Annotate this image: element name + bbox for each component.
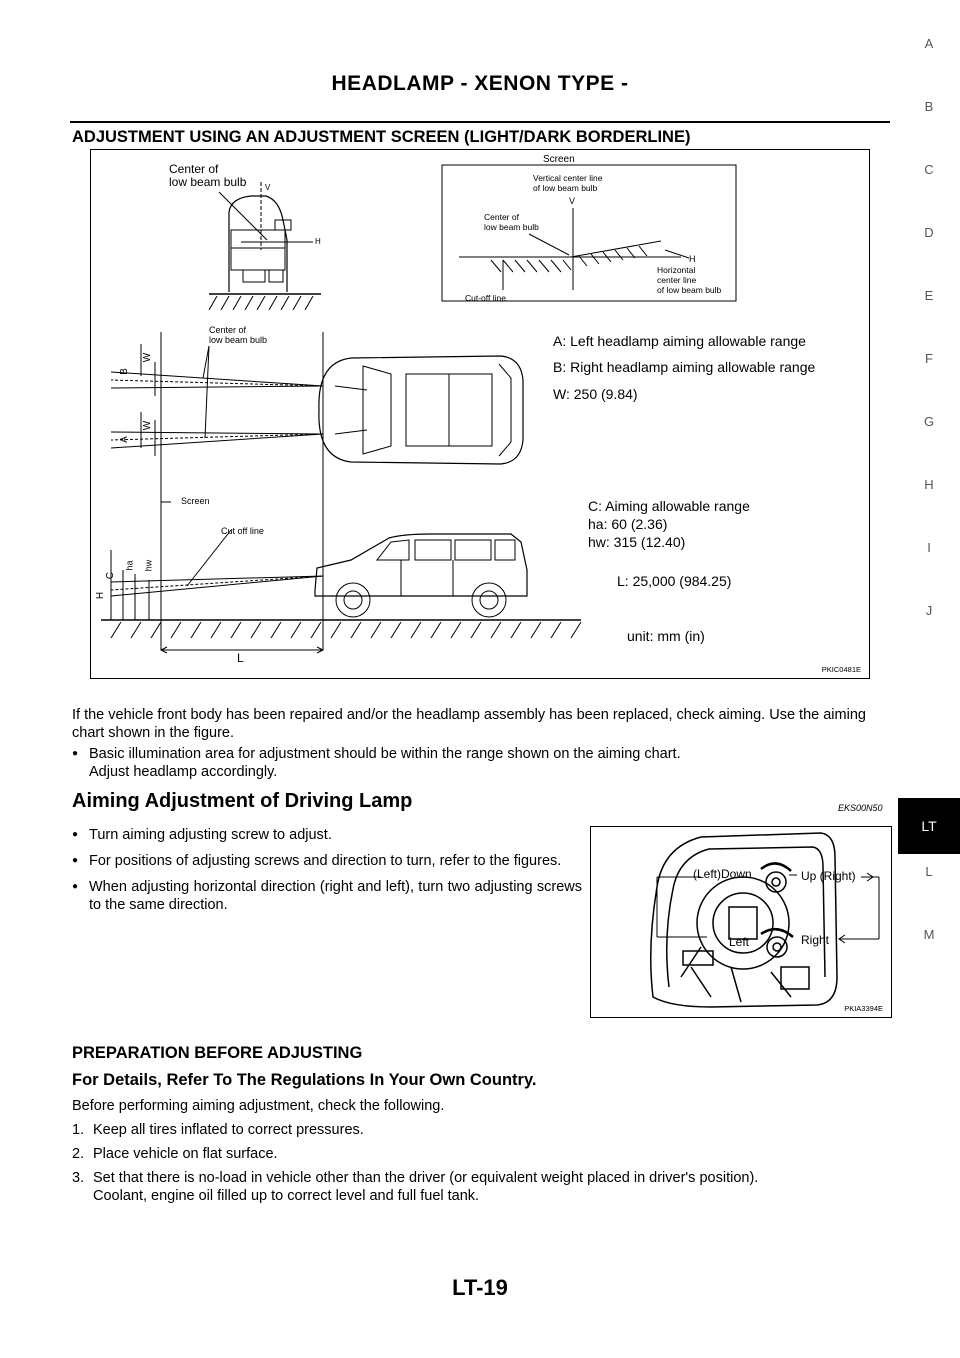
section-title-preparation: PREPARATION BEFORE ADJUSTING <box>72 1044 363 1062</box>
sidebar-item-f[interactable]: F <box>925 351 933 366</box>
aiming-chart-drawing <box>91 150 869 678</box>
intro-paragraph: If the vehicle front body has been repaired and/or the headlamp assembly has been replaced, check aiming. Use the aiming chart shown in the figure. <box>72 707 866 741</box>
figure-code: PKIA3394E <box>844 1004 883 1013</box>
label-left: Left <box>729 935 750 949</box>
section-title-driving-lamp: Aiming Adjustment of Driving Lamp <box>72 790 413 812</box>
sidebar-item-c[interactable]: C <box>924 162 934 177</box>
bullet-item: ● When adjusting horizontal direction (right and left), turn two adjusting screws to the same direction. <box>72 878 582 914</box>
legend-a: A: Left headlamp aiming allowable range <box>553 333 806 349</box>
sidebar-item-d[interactable]: D <box>924 225 934 240</box>
label-up-right: Up (Right) <box>801 869 856 883</box>
bullet-item: ● For positions of adjusting screws and direction to turn, refer to the figures. <box>72 852 582 870</box>
step-text: Keep all tires inflated to correct pressures. <box>93 1122 364 1138</box>
legend-hw: hw: 315 (12.40) <box>588 534 686 550</box>
dim-label-b: B <box>118 368 130 375</box>
step-2 <box>72 1145 902 1163</box>
legend-c: C: Aiming allowable range <box>588 498 750 514</box>
section-title-regulations: For Details, Refer To The Regulations In Your Own Country. <box>72 1071 537 1089</box>
dim-label-ha: ha <box>124 560 135 571</box>
step-1 <box>72 1121 902 1139</box>
step-number: 1. <box>72 1122 85 1138</box>
step-3 <box>72 1169 902 1204</box>
sidebar-item-b[interactable]: B <box>924 99 934 114</box>
page-header-title: HEADLAMP - XENON TYPE - <box>331 72 629 95</box>
label-right: Right <box>801 933 830 947</box>
header-divider <box>70 121 890 123</box>
step-number: 3. <box>72 1170 85 1186</box>
legend-l: L: 25,000 (984.25) <box>617 573 732 589</box>
label-h-front: H <box>315 237 321 246</box>
label-vertical-center-line: Vertical center line of low beam bulb <box>533 173 603 193</box>
top-view-vehicle <box>319 356 523 464</box>
legend-ha: ha: 60 (2.36) <box>588 516 668 532</box>
sidebar-item-a[interactable]: A <box>924 36 934 51</box>
label-screen: Screen <box>181 496 210 506</box>
driving-lamp-drawing <box>591 827 891 1017</box>
section-code: EKS00N50 <box>838 803 883 813</box>
side-view-vehicle <box>315 534 527 617</box>
dim-label-w-top: W <box>142 352 154 363</box>
dim-label-h: H <box>95 591 107 600</box>
page-number: LT-19 <box>452 1275 508 1300</box>
dim-label-w-bottom: W <box>142 420 154 431</box>
section-title-adjustment-screen: ADJUSTMENT USING AN ADJUSTMENT SCREEN (LIGHT/DARK BORDERLINE) <box>72 128 691 146</box>
sidebar-item-lt-active[interactable]: LT <box>898 798 960 854</box>
unit-label: unit: mm (in) <box>627 628 705 644</box>
dim-label-hw: hw <box>143 559 154 572</box>
label-v-inset: V <box>569 196 576 206</box>
dim-label-l: L <box>237 651 244 665</box>
bullet-item: ● Basic illumination area for adjustment should be within the range shown on the aiming chart. Adjust headlamp accordingly. <box>72 745 892 781</box>
label-v-front: V <box>265 183 271 192</box>
label-screen-title: Screen <box>543 154 575 165</box>
label-center-bulb-inset: Center of low beam bulb <box>484 212 539 232</box>
dim-label-a: A <box>118 436 130 443</box>
legend-w: W: 250 (9.84) <box>553 386 638 402</box>
sidebar-item-l[interactable]: L <box>925 864 933 879</box>
sidebar-item-i[interactable]: I <box>927 540 931 555</box>
label-cutoff-line-inset: Cut-off line <box>465 293 506 303</box>
aiming-chart-figure <box>90 149 870 679</box>
sidebar-item-m[interactable]: M <box>923 927 935 942</box>
step-text: Place vehicle on flat surface. <box>93 1146 278 1162</box>
step-text: Set that there is no-load in vehicle other than the driver (or equivalent weight placed in driver's position). Coolant, engine oil filled up to correct level and full fuel tank. <box>93 1170 759 1204</box>
bullet-item: ● Turn aiming adjusting screw to adjust. <box>72 826 582 844</box>
sidebar-item-e[interactable]: E <box>924 288 934 303</box>
dim-label-c: C <box>105 571 117 580</box>
figure-code: PKIC0481E <box>821 665 861 674</box>
sidebar-item-j[interactable]: J <box>925 603 933 618</box>
step-number: 2. <box>72 1146 85 1162</box>
label-left-down: (Left)Down <box>693 867 752 881</box>
driving-lamp-instructions <box>72 826 582 922</box>
label-center-bulb-top: Center of low beam bulb <box>169 162 247 189</box>
label-cut-off-line: Cut off line <box>221 526 264 536</box>
legend-b: B: Right headlamp aiming allowable range <box>553 359 816 375</box>
sidebar-item-g[interactable]: G <box>923 414 935 429</box>
label-center-bulb-mid: Center of low beam bulb <box>209 325 268 345</box>
label-h-inset: H <box>689 254 696 264</box>
sidebar-item-h[interactable]: H <box>924 477 934 492</box>
front-view-vehicle <box>209 182 321 310</box>
bullet-basic-illumination <box>72 745 892 789</box>
driving-lamp-figure <box>590 826 892 1018</box>
checklist-intro: Before performing aiming adjustment, check the following. <box>72 1098 445 1114</box>
label-horizontal-center-line: Horizontal center line of low beam bulb <box>657 265 722 295</box>
